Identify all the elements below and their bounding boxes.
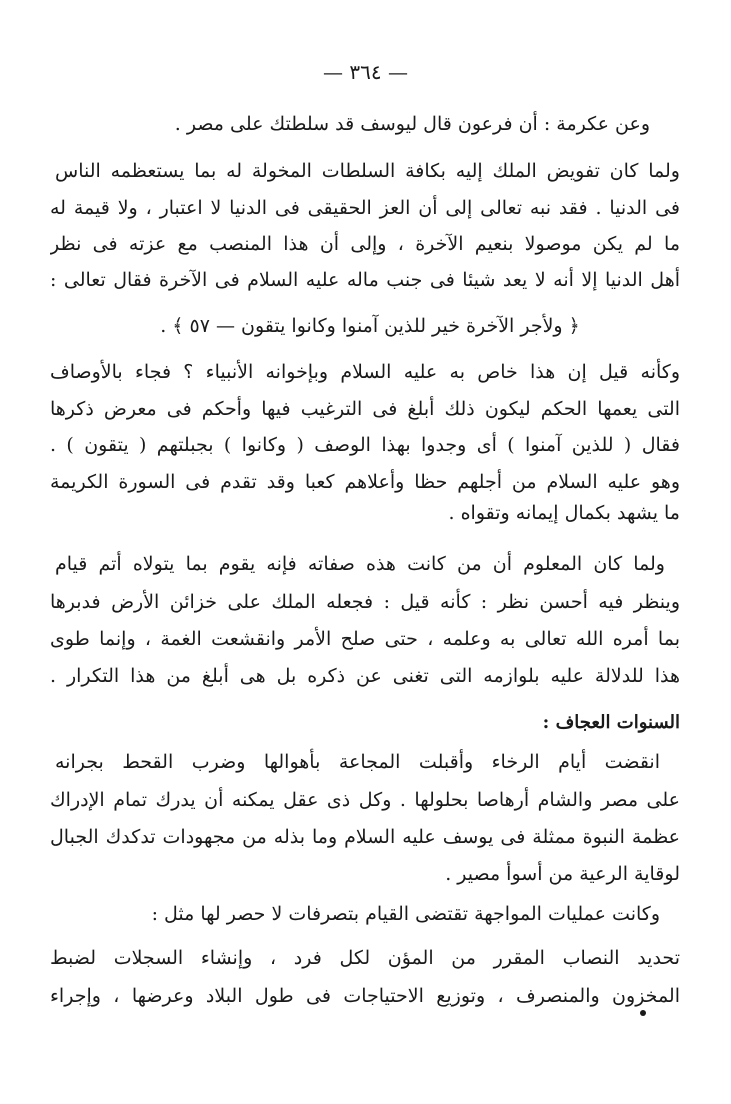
text-line: عظمة النبوة ممثلة فى يوسف عليه السلام وما بذله من مجهودات تدكدك الجبال (50, 826, 680, 848)
text-line: لوقاية الرعية من أسوأ مصير . (445, 863, 680, 885)
quran-verse: ﴿ ولأجر الآخرة خير للذين آمنوا وكانوا يتقون — ٥٧ ﴾ . (160, 315, 580, 337)
text-line: فى الدنيا . فقد نبه تعالى إلى أن العز الحقيقى فى الدنيا لا اعتبار ، ولا قيمة له (50, 197, 680, 219)
text-line: ما يشهد بكمال إيمانه وتقواه . (448, 502, 680, 524)
text-line: تحديد النصاب المقرر من المؤن لكل فرد ، وإنشاء السجلات لضبط (50, 947, 680, 969)
text-line: هذا للدلالة عليه بلوازمه التى تغنى عن ذكره بل هى أبلغ من هذا التكرار . (50, 665, 680, 687)
page-number: — ٣٦٤ — (323, 60, 408, 84)
text-line: وكانت عمليات المواجهة تقتضى القيام بتصرفات لا حصر لها مثل : (151, 903, 660, 925)
text-line: ولما كان تفويض الملك إليه بكافة السلطات المخولة له بما يستعظمه الناس (55, 160, 680, 182)
text-line: التى يعمها الحكم ليكون ذلك أبلغ فى الترغيب فيها وأحكم فى معرض ذكرها (50, 398, 680, 420)
text-line: ما لم يكن موصولا بنعيم الآخرة ، وإلى أن هذا المنصب مع عزته فى نظر (50, 233, 680, 255)
text-line: وينظر فيه أحسن نظر : كأنه قيل : فجعله الملك على خزائن الأرض فدبرها (50, 591, 680, 613)
text-line: فقال ( للذين آمنوا ) أى وجدوا بهذا الوصف ( وكانوا ) بجبلتهم ( يتقون ) . (50, 434, 680, 456)
text-line: المخزون والمنصرف ، وتوزيع الاحتياجات فى طول البلاد وعرضها ، وإجراء (50, 985, 680, 1007)
text-line: وهو عليه السلام من أجلهم حظا وأعلاهم كعبا وقد تقدم فى السورة الكريمة (50, 471, 680, 493)
ink-dot (640, 1010, 646, 1016)
text-line: أهل الدنيا إلا أنه لا يعد شيئا فى جنب ماله عليه السلام فى الآخرة فقال تعالى : (50, 269, 680, 291)
section-heading: السنوات العجاف : (542, 712, 680, 733)
text-line: وعن عكرمة : أن فرعون قال ليوسف قد سلطتك على مصر . (174, 113, 650, 135)
text-line: وكأنه قيل إن هذا خاص به عليه السلام وبإخوانه الأنبياء ؟ فجاء بالأوصاف (50, 361, 680, 383)
text-line: انقضت أيام الرخاء وأقبلت المجاعة بأهوالها وضرب القحط بجرانه (55, 751, 660, 773)
text-line: ولما كان المعلوم أن من كانت هذه صفاته فإنه يقوم بما يتولاه أتم قيام (55, 553, 665, 575)
text-line: على مصر والشام أرهاصا بحلولها . وكل ذى عقل يمكنه أن يدرك تمام الإدراك (50, 789, 680, 811)
text-line: بما أمره الله تعالى به وعلمه ، حتى صلح الأمر وانقشعت الغمة ، وإنما طوى (50, 628, 680, 650)
